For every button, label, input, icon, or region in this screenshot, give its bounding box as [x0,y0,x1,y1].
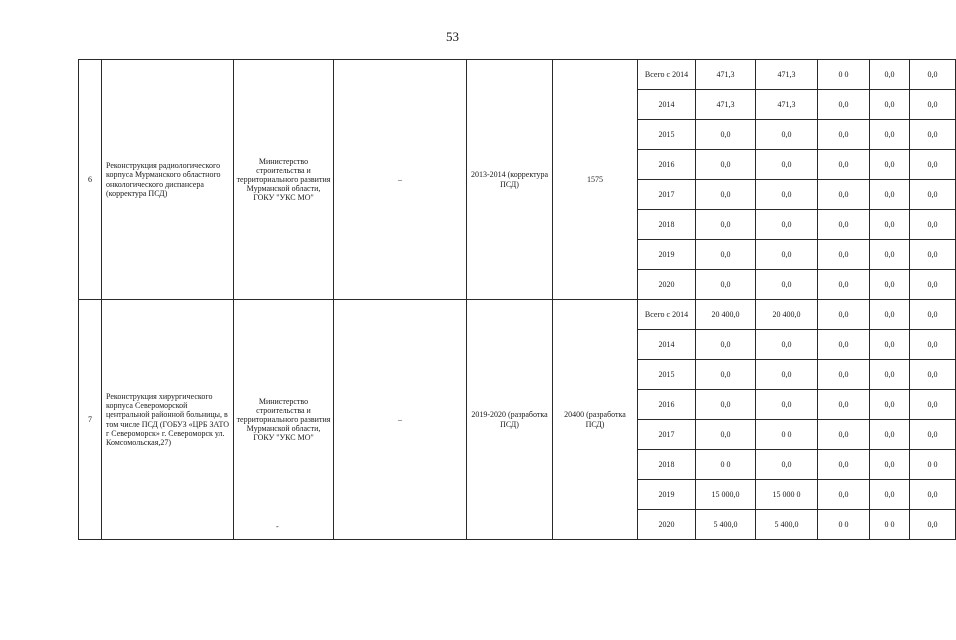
year-cell: 2017 [638,420,696,450]
value-4: 0,0 [870,270,910,300]
year-cell: Всего с 2014 [638,300,696,330]
total-value: 0,0 [696,150,756,180]
regional-value: 0,0 [756,360,818,390]
regional-value: 0,0 [756,450,818,480]
value-4: 0,0 [870,240,910,270]
table-row [79,60,956,90]
total-value: 0 0 [696,450,756,480]
value-3: 0,0 [818,390,870,420]
regional-value: 15 000 0 [756,480,818,510]
period: 2013-2014 (корректура ПСД) [467,60,553,300]
value-3: 0,0 [818,240,870,270]
regional-value: 471,3 [756,60,818,90]
year-cell: 2019 [638,480,696,510]
value-3: 0,0 [818,180,870,210]
value-3: 0,0 [818,90,870,120]
value-4: 0,0 [870,300,910,330]
page-number: 53 [446,29,459,44]
regional-value: 0,0 [756,330,818,360]
value-3: 0,0 [818,270,870,300]
regional-value: 0,0 [756,150,818,180]
value-5: 0 0 [910,450,956,480]
total-value: 0,0 [696,330,756,360]
regional-value: 0,0 [756,240,818,270]
regional-value: 0,0 [756,180,818,210]
value-5: 0,0 [910,360,956,390]
value-3: 0,0 [818,480,870,510]
total-value: 5 400,0 [696,510,756,540]
value-5: 0,0 [910,420,956,450]
total-value: 0,0 [696,390,756,420]
total-value: 0,0 [696,120,756,150]
value-4: 0,0 [870,360,910,390]
table-row [79,300,956,330]
value-5: 0,0 [910,510,956,540]
regional-value: 0,0 [756,120,818,150]
project-name: Реконструкция хирургического корпуса Североморской центральной районной больницы, в том числе ПСД (ГОБУЗ «ЦРБ ЗАТО г Североморск» г. Североморск ул. Комсомольская,27) [102,300,234,540]
year-cell: 2015 [638,360,696,390]
year-cell: 2020 [638,510,696,540]
year-cell: 2018 [638,450,696,480]
total-value: 0,0 [696,240,756,270]
value-5: 0,0 [910,300,956,330]
value-5: 0,0 [910,90,956,120]
value-4: 0,0 [870,330,910,360]
value-5: 0,0 [910,120,956,150]
value-4: 0,0 [870,450,910,480]
total-value: 0,0 [696,210,756,240]
project-name: Реконструкция радиологического корпуса Мурманского областного онкологического диспансера (корректура ПСД) [102,60,234,300]
year-cell: 2016 [638,390,696,420]
year-cell: 2017 [638,180,696,210]
year-cell: 2015 [638,120,696,150]
value-4: 0,0 [870,390,910,420]
budget-table [78,59,956,540]
total-value: 471,3 [696,90,756,120]
year-cell: 2014 [638,330,696,360]
value-4: 0,0 [870,60,910,90]
value-4: 0,0 [870,210,910,240]
value-5: 0,0 [910,390,956,420]
dash-cell: – [334,300,467,540]
total-value: 0,0 [696,270,756,300]
value-4: 0,0 [870,150,910,180]
row-index: 7 [79,300,102,540]
value-5: 0,0 [910,210,956,240]
total-value: 471,3 [696,60,756,90]
value-4: 0,0 [870,90,910,120]
year-cell: 2016 [638,150,696,180]
value-4: 0,0 [870,180,910,210]
year-cell: 2014 [638,90,696,120]
total-value: 20 400,0 [696,300,756,330]
value-4: 0,0 [870,120,910,150]
value-5: 0,0 [910,480,956,510]
value-3: 0,0 [818,210,870,240]
value-5: 0,0 [910,240,956,270]
total-value: 0,0 [696,360,756,390]
value-3: 0,0 [818,360,870,390]
regional-value: 471,3 [756,90,818,120]
capacity: 20400 (разработка ПСД) [553,300,638,540]
value-4: 0,0 [870,480,910,510]
regional-value: 5 400,0 [756,510,818,540]
year-cell: Всего с 2014 [638,60,696,90]
regional-value: 20 400,0 [756,300,818,330]
value-3: 0 0 [818,60,870,90]
value-3: 0,0 [818,420,870,450]
regional-value: 0 0 [756,420,818,450]
dash-cell: – [334,60,467,300]
executor: Министерство строительства и территориального развития Мурманской области, ГОКУ "УКС МО" [234,300,334,540]
regional-value: 0,0 [756,210,818,240]
year-cell: 2019 [638,240,696,270]
value-5: 0,0 [910,330,956,360]
value-3: 0 0 [818,510,870,540]
regional-value: 0,0 [756,270,818,300]
total-value: 0,0 [696,180,756,210]
row-index: 6 [79,60,102,300]
capacity: 1575 [553,60,638,300]
value-3: 0,0 [818,330,870,360]
value-3: 0,0 [818,300,870,330]
executor: Министерство строительства и территориального развития Мурманской области, ГОКУ "УКС МО" [234,60,334,300]
value-4: 0 0 [870,510,910,540]
value-3: 0,0 [818,120,870,150]
total-value: 15 000,0 [696,480,756,510]
value-3: 0,0 [818,150,870,180]
total-value: 0,0 [696,420,756,450]
period: 2019-2020 (разработка ПСД) [467,300,553,540]
table-body [79,60,956,540]
value-5: 0,0 [910,150,956,180]
value-5: 0,0 [910,270,956,300]
year-cell: 2018 [638,210,696,240]
value-5: 0,0 [910,60,956,90]
value-3: 0,0 [818,450,870,480]
value-5: 0,0 [910,180,956,210]
value-4: 0,0 [870,420,910,450]
year-cell: 2020 [638,270,696,300]
stray-mark: - [276,522,279,531]
regional-value: 0,0 [756,390,818,420]
